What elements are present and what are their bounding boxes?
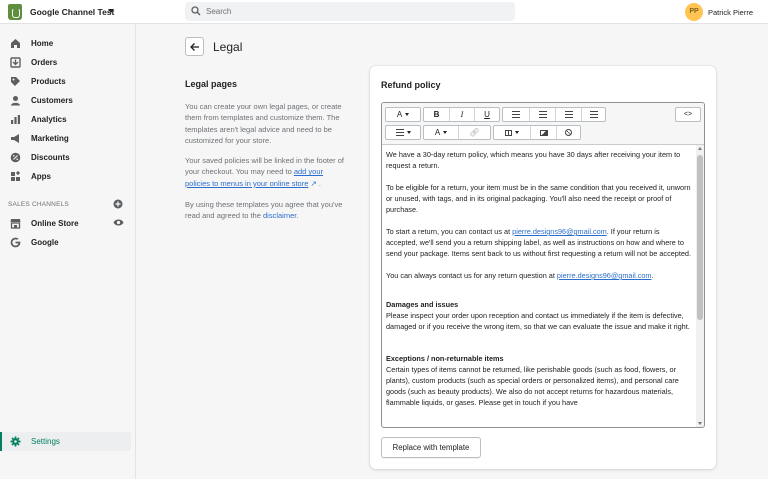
bold-button[interactable]: B [433, 110, 440, 119]
spacer [386, 292, 692, 299]
sidebar-item-label: Home [31, 39, 54, 48]
underline-button[interactable]: U [474, 108, 499, 121]
font-style-button[interactable] [386, 108, 420, 121]
footer-text: Your saved policies will be linked in the footer of your checkout. You may need to [185, 156, 344, 177]
paragraph: To be eligible for a return, your item must be in the same condition that you received it, unworn or unused, with tags, and in its original packaging. You'll also need the receipt or proof of purchase. [386, 183, 691, 214]
spacer [386, 343, 692, 353]
font-style-dropdown[interactable] [385, 107, 421, 122]
replace-with-template-button[interactable]: Replace with template [381, 437, 481, 458]
sidebar-item-label: Online Store [31, 219, 79, 228]
shopify-bag-icon[interactable] [8, 4, 22, 20]
insert-group [493, 125, 581, 140]
code-view-button[interactable]: <> [683, 111, 693, 118]
scrollbar-thumb[interactable] [697, 155, 703, 320]
font-style-label: A [396, 110, 403, 119]
disclaimer-link[interactable]: disclaimer [262, 211, 297, 221]
paragraph: Please inspect your order upon reception and contact us immediately if the item is defective, damaged or if you receive the wrong item, so that we can evaluate the issue and make it right. [386, 311, 690, 331]
outdent-icon [565, 111, 573, 118]
rich-text-editor[interactable] [381, 102, 705, 428]
editor-toolbar [382, 103, 704, 145]
text-run: . [651, 271, 654, 280]
search-placeholder: Search [206, 7, 232, 16]
sidebar-item-label: Settings [31, 437, 60, 446]
sidebar-item-home[interactable] [0, 35, 136, 53]
sidebar-item-label: Discounts [31, 153, 70, 162]
back-button[interactable] [185, 37, 204, 56]
indent-button[interactable] [581, 108, 605, 121]
sidebar-item-discounts[interactable] [0, 149, 136, 167]
section-heading [386, 353, 692, 364]
chevron-down-icon [515, 131, 519, 134]
user-name[interactable]: Patrick Pierre [708, 8, 754, 17]
avatar[interactable]: PP [685, 3, 703, 21]
text-run: . If your return is accepted, we'll send you a return shipping label, as well as instructions on how and where to send your package. Items sent back to us without first requesting a return will not be accepted. [386, 227, 692, 258]
home-icon [10, 38, 21, 49]
text-run: To start a return, you can contact us at [386, 227, 513, 236]
card-title: Refund policy [381, 80, 441, 90]
megaphone-icon [10, 133, 21, 144]
person-icon [10, 95, 21, 106]
sidebar-item-label: Orders [31, 58, 58, 67]
paragraph: Certain types of items cannot be returned, like perishable goods (such as food, flowers, or plants), custom products (such as special orders or personalized items), and personal care goods (such as beauty products). We also do not accept returns for hazardous materials, flammable liquids, or gases. Please get in touch if you have [386, 365, 679, 407]
gear-icon [10, 436, 21, 447]
chevron-down-icon [407, 131, 411, 134]
italic-button[interactable]: I [449, 108, 474, 121]
sidebar-item-apps[interactable] [0, 168, 136, 186]
sidebar-item-analytics[interactable] [0, 111, 136, 129]
sidebar-item-marketing[interactable] [0, 130, 136, 148]
arrow-left-icon [190, 42, 200, 52]
sidebar-item-products[interactable] [0, 73, 136, 91]
sidebar-item-label: Customers [31, 96, 73, 105]
footer-policies-text [185, 155, 350, 189]
sales-channels-heading: SALES CHANNELS [8, 201, 69, 208]
disclaimer-end: . [296, 211, 299, 221]
email-link[interactable]: pierre.designs96@gmail.com [556, 271, 652, 280]
text-run: You can always contact us for any return question at [386, 271, 557, 280]
heading-text: Damages and issues [386, 300, 459, 309]
align-button[interactable] [386, 126, 420, 139]
link-icon: 🔗︎ [469, 128, 480, 137]
sidebar-item-customers[interactable] [0, 92, 136, 110]
paragraph [386, 226, 692, 259]
text-color-button[interactable] [424, 126, 458, 139]
apps-icon [10, 171, 21, 182]
sidebar-item-settings[interactable] [2, 432, 131, 451]
sidebar-item-label: Marketing [31, 134, 69, 143]
tag-icon [10, 76, 21, 87]
discount-icon [10, 152, 21, 163]
sidebar-item-label: Google [31, 238, 59, 247]
bullet-list-button[interactable] [503, 108, 529, 121]
insert-image-button[interactable] [530, 126, 556, 139]
sidebar-item-label: Analytics [31, 115, 67, 124]
indent-icon [590, 111, 598, 118]
google-icon [10, 237, 21, 248]
store-icon [10, 218, 21, 229]
link-button[interactable] [458, 126, 490, 139]
paragraph: We have a 30-day return policy, which means you have 30 days after receiving your item to request a return. [386, 150, 681, 170]
disclaimer-intro: By using these templates you agree that you've read and agreed to the [185, 200, 343, 221]
text-format-group [423, 107, 500, 122]
eye-icon[interactable] [113, 218, 124, 227]
legal-pages-heading: Legal pages [185, 79, 238, 89]
orders-icon [10, 57, 21, 68]
sidebar-item-label: Apps [31, 172, 51, 181]
section-heading [386, 299, 692, 310]
scroll-down-arrow-icon[interactable] [698, 422, 702, 425]
chevron-down-icon [405, 113, 409, 116]
scroll-up-arrow-icon[interactable] [698, 147, 702, 150]
legal-description: You can create your own legal pages, or create them from templates and customize them. The templates aren't legal advice and need to be customized for your store. [185, 102, 342, 145]
table-button[interactable] [494, 126, 530, 139]
bar-chart-icon [10, 114, 21, 125]
color-link-group [423, 125, 491, 140]
chevron-down-icon [443, 131, 447, 134]
email-link[interactable]: pierre.designs96@gmail.com [512, 227, 607, 236]
refund-policy-card [370, 66, 716, 469]
list-group [502, 107, 606, 122]
html-toggle[interactable] [675, 107, 701, 122]
sidebar-item-google[interactable] [0, 234, 136, 252]
footer-text-end: . [316, 178, 321, 188]
sidebar-item-label: Products [31, 77, 66, 86]
add-policies-link[interactable]: add your policies to menus in your online store [185, 167, 324, 188]
align-left-icon [396, 129, 404, 136]
chevron-down-icon[interactable] [108, 9, 114, 13]
sidebar-item-orders[interactable] [0, 54, 136, 72]
editor-content[interactable] [386, 149, 692, 419]
numbered-list-icon [539, 111, 547, 118]
disclaimer-text [185, 199, 350, 222]
heading-text: Exceptions / non-returnable items [386, 354, 504, 363]
bullet-list-icon [512, 111, 520, 118]
text-color-label: A [434, 128, 441, 137]
block-icon [565, 129, 572, 136]
alignment-dropdown[interactable] [385, 125, 421, 140]
sidebar [0, 24, 136, 479]
top-bar [0, 0, 768, 24]
paragraph [386, 270, 692, 281]
add-channel-icon[interactable] [113, 199, 123, 209]
table-icon [505, 130, 512, 136]
clear-format-button[interactable] [556, 126, 580, 139]
outdent-button[interactable] [555, 108, 581, 121]
store-name[interactable]: Google Channel Test [30, 7, 115, 17]
page-title: Legal [213, 40, 243, 54]
external-link-icon[interactable]: ↗ [308, 178, 317, 188]
search-icon [191, 6, 201, 16]
search-input[interactable] [185, 2, 515, 21]
numbered-list-button[interactable] [529, 108, 555, 121]
image-icon [540, 130, 548, 136]
